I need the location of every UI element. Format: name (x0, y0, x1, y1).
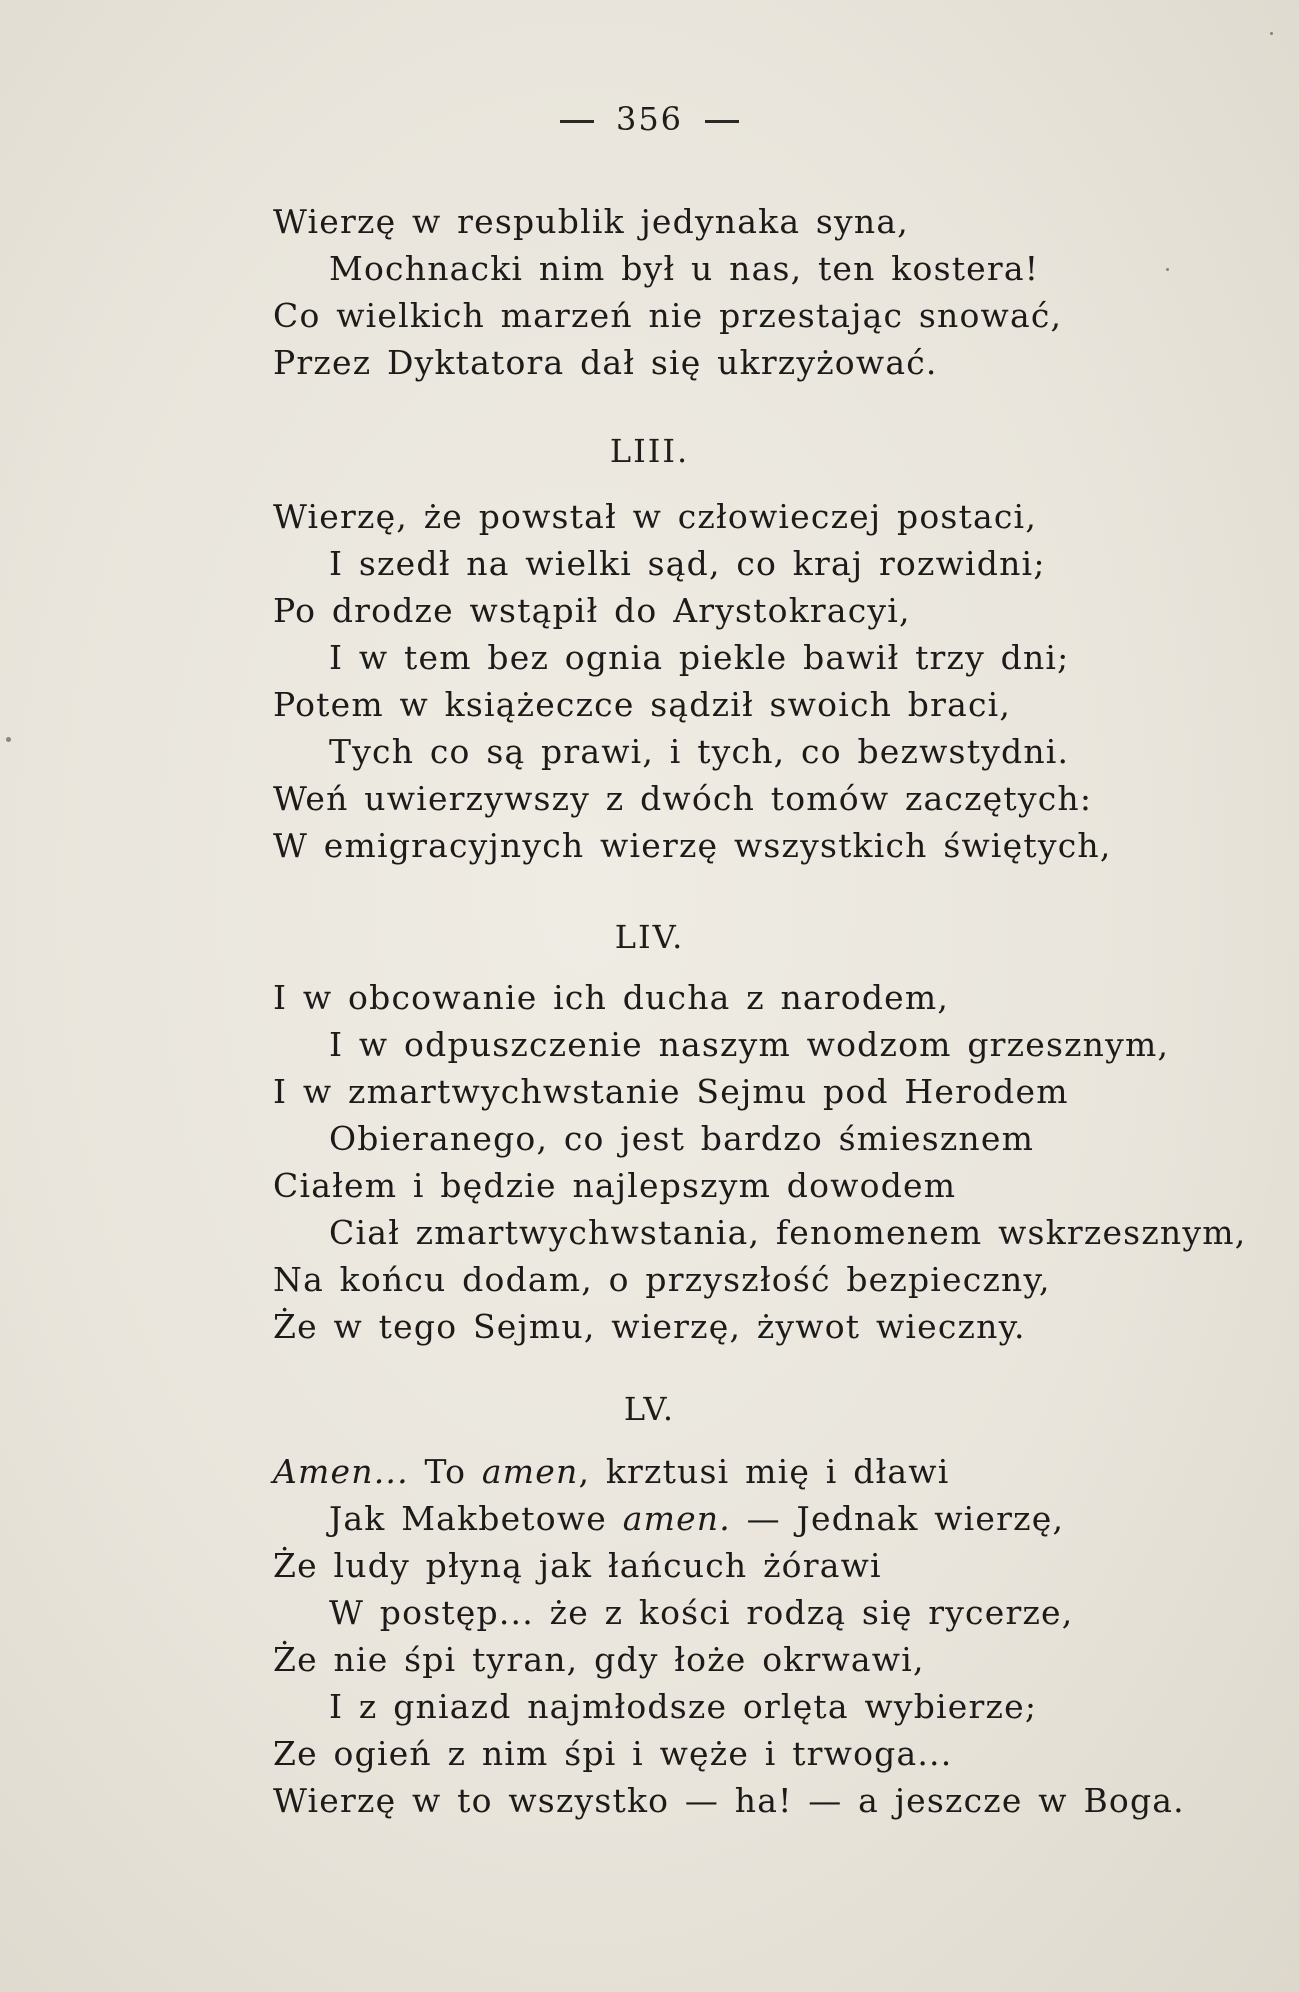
page-number: 356 (615, 100, 684, 138)
verse-line: Wierzę w to wszystko — ha! — a jeszcze w Boga. (273, 1781, 1185, 1820)
verse-line: Weń uwierzywszy z dwóch tomów zaczętych: (273, 779, 1093, 818)
section-heading-liii: LIII. (609, 432, 690, 470)
section-heading-liv: LIV. (614, 918, 685, 956)
verse-line: Ze ogień z nim śpi i węże i trwoga... (273, 1734, 953, 1773)
italic-amen: amen (481, 1452, 579, 1491)
left-dash (560, 120, 594, 123)
verse-line: Przez Dyktatora dał się ukrzyżować. (273, 343, 938, 382)
verse-line: I z gniazd najmłodsze orlęta wybierze; (329, 1687, 1038, 1726)
verse-line: Co wielkich marzeń nie przestając snować, (273, 296, 1063, 335)
verse-line: I w zmartwychwstanie Sejmu pod Herodem (273, 1072, 1069, 1111)
verse-line: I w obcowanie ich ducha z narodem, (273, 978, 950, 1017)
verse-fragment: Jak Makbetowe (329, 1499, 623, 1538)
verse-line: Że w tego Sejmu, wierzę, żywot wieczny. (273, 1307, 1026, 1346)
verse-line: Na końcu dodam, o przyszłość bezpieczny, (273, 1260, 1051, 1299)
italic-amen: amen. (622, 1499, 731, 1538)
paper-speck (6, 737, 11, 742)
italic-amen: Amen... (273, 1452, 409, 1491)
verse-line: Mochnacki nim był u nas, ten kostera! (329, 249, 1040, 288)
verse-line: Ciał zmartwychwstania, fenomenem wskrzesznym, (329, 1213, 1247, 1252)
paper-speck (1270, 32, 1273, 35)
verse-line: I szedł na wielki sąd, co kraj rozwidni; (329, 544, 1046, 583)
verse-line: W emigracyjnych wierzę wszystkich świętych, (273, 826, 1112, 865)
verse-line: Wierzę, że powstał w człowieczej postaci, (273, 497, 1038, 536)
verse-line: Wierzę w respublik jedynaka syna, (273, 202, 909, 241)
verse-fragment: , krztusi mię i dławi (578, 1452, 950, 1491)
verse-line: Obieranego, co jest bardzo śmiesznem (329, 1119, 1035, 1158)
verse-line (273, 1450, 950, 1494)
verse-line: Po drodze wstąpił do Arystokracyi, (273, 591, 911, 630)
verse-fragment: — Jednak wierzę, (730, 1499, 1065, 1538)
section-heading-lv: LV. (623, 1390, 676, 1428)
verse-line: W postęp... że z kości rodzą się rycerze, (329, 1593, 1074, 1632)
verse-line: I w odpuszczenie naszym wodzom grzesznym, (329, 1025, 1170, 1064)
verse-fragment: To (408, 1452, 482, 1491)
verse-line: Tych co są prawi, i tych, co bezwstydni. (329, 732, 1070, 771)
verse-line: Ciałem i będzie najlepszym dowodem (273, 1166, 957, 1205)
verse-line: Potem w książeczce sądził swoich braci, (273, 685, 1012, 724)
paper-speck (1166, 268, 1169, 271)
right-dash (705, 120, 739, 123)
verse-line: Że nie śpi tyran, gdy łoże okrwawi, (273, 1640, 925, 1679)
page-number-header (0, 100, 1299, 138)
verse-line: I w tem bez ognia piekle bawił trzy dni; (329, 638, 1070, 677)
verse-line: Że ludy płyną jak łańcuch żórawi (273, 1546, 882, 1585)
verse-line (329, 1497, 1064, 1541)
